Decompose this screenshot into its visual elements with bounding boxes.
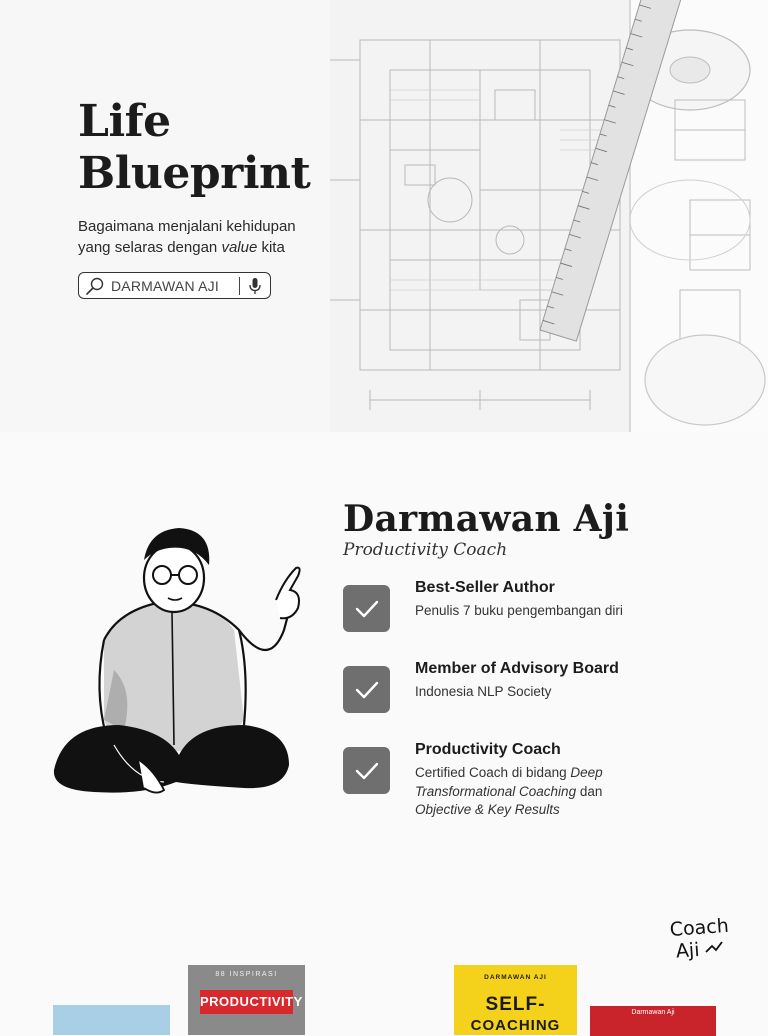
profile-section <box>0 432 768 1034</box>
book-cover-productivity <box>188 965 305 1035</box>
checkmark-icon <box>343 666 390 713</box>
hero-subtitle-line2-b: kita <box>257 239 285 256</box>
magnifier-icon <box>83 274 107 298</box>
feature-desc-line1-em: Deep <box>570 765 603 780</box>
feature-desc-line2-em: Transformational Coaching <box>415 783 577 799</box>
book-cover-self-coaching <box>454 965 577 1035</box>
feature-description: Penulis 7 buku pengembangan diri <box>415 603 623 618</box>
microphone-icon[interactable] <box>244 275 266 297</box>
search-query-text[interactable]: DARMAWAN AJI <box>111 277 219 294</box>
book-author: DARMAWAN AJI <box>484 974 547 981</box>
book-title: PRODUCTIVITY <box>200 990 293 1014</box>
feature-title: Best-Seller Author <box>415 579 555 596</box>
feature-desc-line2-b: dan <box>576 783 603 799</box>
hero-title-line2: Blueprint <box>78 148 311 199</box>
coach-role: Productivity Coach <box>343 540 508 560</box>
hero-title <box>78 96 310 200</box>
feature-desc-line1-a: Certified Coach di bidang <box>415 765 571 780</box>
feature-desc-line3 <box>415 801 715 820</box>
feature-description <box>415 764 715 820</box>
coach-logo-line2: Aji <box>675 938 701 963</box>
coach-illustration <box>44 520 306 820</box>
hero-subtitle-line2-a: yang selaras dengan <box>78 239 222 256</box>
book-title: SELF- <box>485 994 546 1015</box>
blueprint-illustration <box>330 0 768 432</box>
coach-name: Darmawan Aji <box>343 498 630 540</box>
coach-aji-logo <box>668 912 728 964</box>
hero-subtitle <box>78 216 328 258</box>
search-divider <box>239 277 240 295</box>
checkmark-icon <box>343 747 390 794</box>
feature-desc-line3-em: Objective & Key Results <box>415 802 560 817</box>
feature-description: Indonesia NLP Society <box>415 684 552 699</box>
feature-desc-line1 <box>415 764 715 783</box>
hero-title-line1: Life <box>78 96 171 147</box>
search-box[interactable] <box>78 272 271 299</box>
feature-desc-line2 <box>415 783 715 802</box>
hero-section <box>0 0 768 432</box>
coach-logo-line1: Coach <box>669 914 730 941</box>
checkmark-icon <box>343 585 390 632</box>
feature-title: Member of Advisory Board <box>415 660 619 677</box>
hero-subtitle-line2 <box>78 237 328 258</box>
book-cover-red <box>590 1006 716 1036</box>
feature-title: Productivity Coach <box>415 741 561 758</box>
book-cover-blue <box>53 1005 170 1035</box>
book-kicker: 88 INSPIRASI <box>215 971 278 978</box>
book-author: Darmawan Aji <box>631 1009 675 1016</box>
book-title-line2: COACHING <box>470 1017 561 1034</box>
hero-subtitle-line1: Bagaimana menjalani kehidupan <box>78 218 296 235</box>
hero-subtitle-value: value <box>221 239 258 256</box>
